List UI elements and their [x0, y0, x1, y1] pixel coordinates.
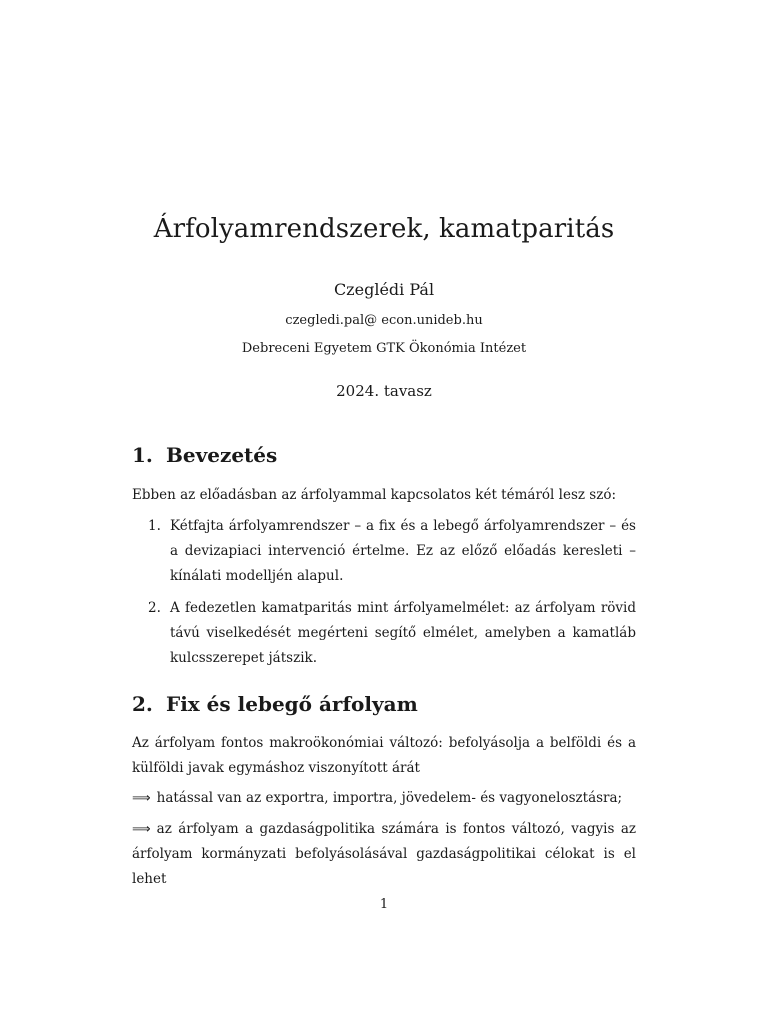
- implication-text: hatással van az exportra, importra, jövedelem- és vagyonelosztásra;: [156, 790, 623, 806]
- list-marker: 1.: [148, 518, 161, 534]
- section-number: 1.: [132, 443, 153, 467]
- list-item: [148, 514, 636, 589]
- list-marker: 2.: [148, 600, 161, 616]
- topic-list: [148, 514, 636, 671]
- implies-arrow-icon: ⟹: [132, 822, 151, 837]
- section-title: Fix és lebegő árfolyam: [166, 692, 418, 716]
- list-item-text: Kétfajta árfolyamrendszer – a fix és a lebegő árfolyamrendszer – és a devizapiaci intervenció értelme. Ez az előző előadás keresleti – kínálati modelljén alapul.: [170, 518, 636, 584]
- author-email: czegledi.pal@ econ.unideb.hu: [285, 313, 483, 328]
- section-number: 2.: [132, 692, 153, 716]
- author-affiliation: Debreceni Egyetem GTK Ökonómia Intézet: [241, 341, 527, 356]
- document-title: Árfolyamrendszerek, kamatparitás: [153, 214, 615, 244]
- section-heading-2: [132, 692, 418, 716]
- section-heading-1: [132, 443, 277, 467]
- implication-line: [132, 817, 636, 892]
- implies-arrow-icon: ⟹: [132, 791, 151, 806]
- implication-text: az árfolyam a gazdaságpolitika számára is fontos változó, vagyis az árfolyam kormányzati befolyásolásával gazdaságpolitikai célokat is el lehet: [132, 821, 636, 887]
- page-number: 1: [379, 897, 389, 912]
- list-item-text: A fedezetlen kamatparitás mint árfolyamelmélet: az árfolyam rövid távú viselkedését megérteni segítő elmélet, amelyben a kamatláb kulcsszerepet játszik.: [170, 600, 636, 666]
- author-name: Czeglédi Pál: [333, 280, 435, 299]
- section-intro-paragraph: Az árfolyam fontos makroökonómiai változó: befolyásolja a belföldi és a külföldi javak egymáshoz viszonyított árát: [132, 735, 636, 776]
- list-item: [148, 596, 636, 671]
- document-date: 2024. tavasz: [336, 382, 432, 400]
- section-title: Bevezetés: [166, 443, 278, 467]
- implication-line: [132, 786, 636, 811]
- section-intro-paragraph: Ebben az előadásban az árfolyammal kapcsolatos két témáról lesz szó:: [132, 487, 616, 503]
